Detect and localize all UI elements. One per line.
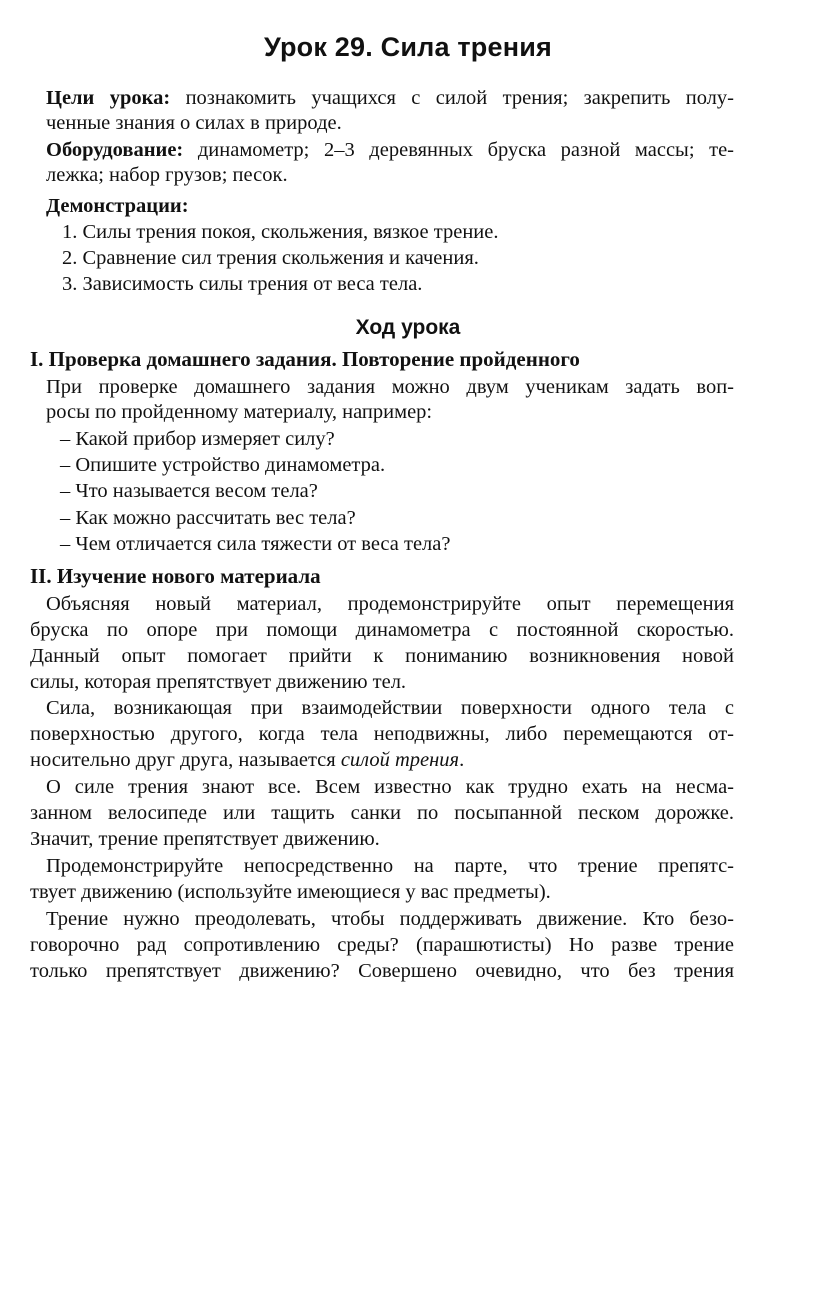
demo-item-3: 3. Зависимость силы трения от веса тела. <box>62 273 423 295</box>
question-1: – Какой прибор измеряет силу? <box>60 428 335 450</box>
question-2: – Опишите устройство динамометра. <box>60 454 386 476</box>
course-title: Ход урока <box>355 316 461 339</box>
goals-label: Цели урока: <box>46 87 171 109</box>
section2-heading: II. Изучение нового материала <box>30 564 321 588</box>
goals-text-1: познакомить учащихся с силой трения; закрепить полу- <box>185 87 734 109</box>
p2-line-3 <box>30 747 734 773</box>
equipment-text-1: динамометр; 2–3 деревянных бруска разной массы; те- <box>197 139 734 161</box>
demos-label: Демонстрации: <box>46 195 189 217</box>
goals-line-2: ченные знания о силах в природе. <box>46 112 342 134</box>
p2-line-2: поверхностью другого, когда тела неподвижны, либо перемещаются от- <box>30 723 734 745</box>
question-4: – Как можно рассчитать вес тела? <box>60 507 356 529</box>
section1-intro-2: росы по пройденному материалу, например: <box>46 401 433 423</box>
p1-line-3: Данный опыт помогает прийти к пониманию возникновения новой <box>30 645 734 667</box>
equipment-line-1 <box>46 137 734 163</box>
question-3: – Что называется весом тела? <box>60 480 318 502</box>
goals-line-1 <box>46 85 734 111</box>
p2-line-1: Сила, возникающая при взаимодействии поверхности одного тела с <box>46 697 734 719</box>
p3-line-2: занном велосипеде или тащить санки по посыпанной песком дорожке. <box>30 802 734 824</box>
p1-line-1: Объясняя новый материал, продемонстрируйте опыт перемещения <box>46 593 734 615</box>
equipment-label: Оборудование: <box>46 139 184 161</box>
p5-line-2: говорочно рад сопротивлению среды? (парашютисты) Но разве трение <box>30 934 734 956</box>
equipment-line-2: лежка; набор грузов; песок. <box>46 164 288 186</box>
demo-item-2: 2. Сравнение сил трения скольжения и качения. <box>62 247 479 269</box>
p1-line-4: силы, которая препятствует движению тел. <box>30 671 407 693</box>
demo-item-1: 1. Силы трения покоя, скольжения, вязкое трение. <box>62 221 499 243</box>
lesson-title: Урок 29. Сила трения <box>264 32 552 62</box>
p3-line-1: О силе трения знают все. Всем известно как трудно ехать на несма- <box>46 776 734 798</box>
section1-intro-1: При проверке домашнего задания можно двум ученикам задать воп- <box>46 376 734 398</box>
question-5: – Чем отличается сила тяжести от веса тела? <box>60 533 451 555</box>
p5-line-1: Трение нужно преодолевать, чтобы поддерживать движение. Кто безо- <box>46 908 734 930</box>
section1-heading: I. Проверка домашнего задания. Повторение пройденного <box>30 347 580 371</box>
term-friction-force: силой трения <box>340 749 460 771</box>
p5-line-3: только препятствует движению? Совершено очевидно, что без трения <box>30 960 734 982</box>
p2-line-3-text: носительно друг друга, называется <box>30 749 341 771</box>
p4-line-1: Продемонстрируйте непосредственно на парте, что трение препятс- <box>46 855 734 877</box>
p4-line-2: твует движению (используйте имеющиеся у вас предметы). <box>30 881 551 903</box>
p2-line-3-end: . <box>459 749 465 771</box>
p1-line-2: бруска по опоре при помощи динамометра с постоянной скоростью. <box>30 619 734 641</box>
p3-line-3: Значит, трение препятствует движению. <box>30 828 380 850</box>
